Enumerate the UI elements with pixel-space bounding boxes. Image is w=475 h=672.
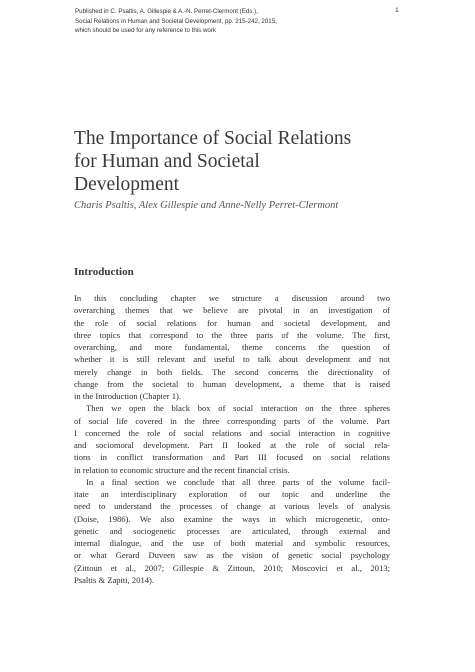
text-line: in the Introduction (Chapter 1). <box>74 391 182 401</box>
publication-note-line: which should be used for any reference to this work <box>75 27 217 34</box>
text-line: Psaltis & Zapiti, 2014). <box>74 574 155 585</box>
text-line: merely change in both fields. The second concerns the directionality of <box>74 366 390 377</box>
text-line: of social life covered in the three corresponding parts of the volume. Part <box>74 415 390 426</box>
publication-note <box>75 7 375 36</box>
chapter-title-line: Development <box>74 174 180 195</box>
text-line: the role of social relations for human and societal development, and <box>74 317 390 328</box>
text-line: change from the societal to human development, a theme that is raised <box>74 378 390 389</box>
text-line: in relation to economic structure and the recent financial crisis. <box>74 464 290 475</box>
text-line: tions in conflict transformation and Part III focused on social relations <box>74 452 390 463</box>
chapter-title-line: The Importance of Social Relations <box>74 128 352 149</box>
text-line: and sociomoral development. Part II looked at the role of social rela- <box>74 440 390 450</box>
paragraph <box>74 476 390 586</box>
text-line: whether it is still relevant and useful to talk about development and not <box>74 354 390 365</box>
text-line: In a final section we conclude that all three parts of the volume facil- <box>86 476 390 487</box>
publication-note-line: Social Relations in Human and Societal Development, pp. 215-242, 2015, <box>75 17 277 25</box>
text-line: I concerned the role of social relations and social interaction in cognitive <box>74 427 390 438</box>
text-line: Then we open the black box of social interaction on the three spheres <box>86 403 390 414</box>
chapter-title <box>74 127 404 196</box>
chapter-title-line: for Human and Societal <box>74 151 260 172</box>
text-line: genetic and sociogenetic processes are articulated, through external and <box>74 525 390 536</box>
body-text <box>74 292 390 586</box>
publication-note-line: Published in C. Psaltis, A. Gillespie & A.-N. Perret-Clermont (Eds.), <box>75 8 258 15</box>
text-line: overarching themes that we believe are pivotal in an investigation of <box>74 305 390 316</box>
text-line: overarching, and more fundamental, theme concerns the question of <box>74 342 390 352</box>
section-heading: Introduction <box>74 266 134 278</box>
text-line: (Zittoun et al., 2007; Gillespie & Zittoun, 2010; Moscovici et al., 2013; <box>74 562 390 573</box>
text-line: (Doise, 1986). We also examine the ways in which microgenetic, onto- <box>74 513 390 524</box>
text-line: need to understand the processes of change at various levels of analysis <box>74 501 390 512</box>
text-line: three topics that correspond to the three parts of the volume. The first, <box>74 329 390 340</box>
text-line: itate an interdisciplinary exploration of our topic and underline the <box>74 489 390 499</box>
text-line: internal dialogue, and the use of both material and symbolic resources, <box>74 538 390 548</box>
paragraph <box>74 292 390 402</box>
paragraph <box>74 402 390 476</box>
authors: Charis Psaltis, Alex Gillespie and Anne-Nelly Perret-Clermont <box>74 200 339 211</box>
text-line: or what Gerard Duveen saw as the vision of genetic social psychology <box>74 550 390 561</box>
page-number: 1 <box>395 7 399 14</box>
text-line: In this concluding chapter we structure a discussion around two <box>74 293 390 303</box>
